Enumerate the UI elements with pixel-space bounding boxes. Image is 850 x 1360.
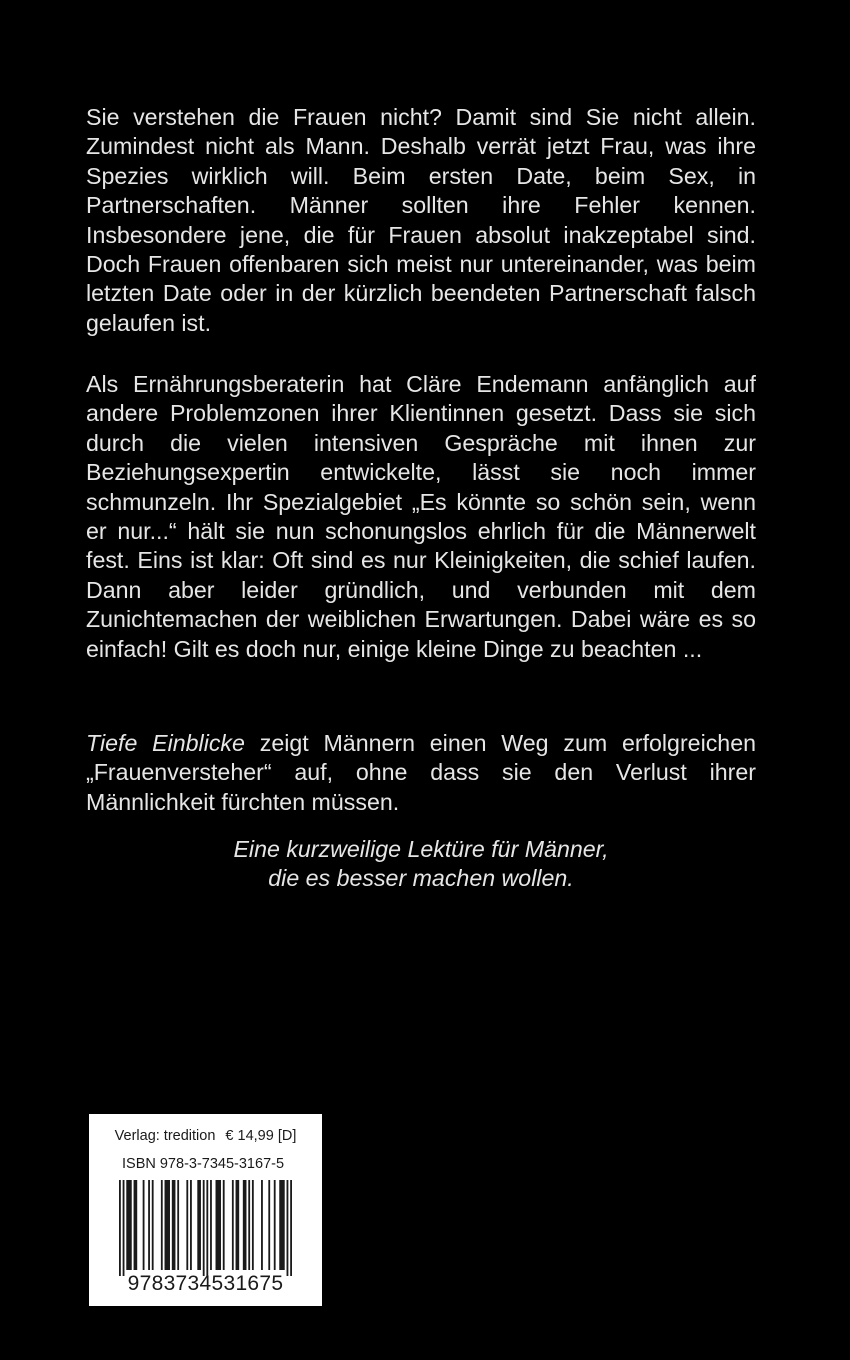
barcode-bar: [232, 1180, 234, 1270]
publisher-text: Verlag: tredition: [114, 1128, 216, 1144]
barcode-bar: [197, 1180, 201, 1270]
tagline: [86, 835, 756, 894]
barcode-bar: [290, 1180, 292, 1276]
tagline-line-2: die es besser machen wollen.: [268, 865, 574, 892]
barcode-bar: [161, 1180, 163, 1270]
barcode-bar: [126, 1180, 131, 1270]
price-text: € 14,99 [D]: [225, 1128, 297, 1144]
barcode-bar: [210, 1180, 212, 1270]
blurb-paragraph-1-text: Sie verstehen die Frauen nicht? Damit sind Sie nicht allein. Zumindest nicht als Mann. Deshalb verrät jetzt Frau, was ihre Spezies wirklich will. Beim ersten Date, beim Sex, in Partnerschaften. Männer sollten ihre Fehler kennen. Insbesondere jene, die für Frauen absolut inakzeptabel sind. Doch Frauen offenbaren sich meist nur untereinander, was beim letzten Date oder in der kürzlich beendeten Partnerschaft falsch gelaufen ist.: [86, 104, 756, 336]
barcode-bar: [203, 1180, 205, 1276]
ean-digits: 9783734531675: [127, 1272, 284, 1295]
blurb-paragraph-1: [86, 103, 756, 338]
book-title-italic: Tiefe Einblicke: [86, 730, 245, 756]
barcode-bar: [206, 1180, 208, 1276]
barcode-bar: [287, 1180, 289, 1276]
barcode-bar: [261, 1180, 263, 1270]
barcode-bar: [148, 1180, 150, 1270]
barcode-bar: [223, 1180, 225, 1270]
blurb-paragraph-3: [86, 729, 756, 817]
barcode-bar: [243, 1180, 247, 1270]
barcode-bar: [123, 1180, 125, 1276]
barcode-bar: [177, 1180, 179, 1270]
barcode-bar: [274, 1180, 276, 1270]
barcode-bar: [134, 1180, 138, 1270]
blurb-paragraph-3-text: [86, 729, 756, 817]
barcode-bars: [119, 1180, 292, 1276]
barcode-bar: [190, 1180, 192, 1270]
blurb-paragraph-3-rest: zeigt Männern einen Weg zum erfolgreichen „Frauenversteher“ auf, ohne dass sie den Verlust ihrer Männlichkeit fürchten müssen.: [86, 730, 756, 815]
blurb-paragraph-2: [86, 370, 756, 664]
barcode-bar: [236, 1180, 240, 1270]
barcode-bar: [279, 1180, 284, 1270]
barcode-bar: [268, 1180, 270, 1270]
barcode-bar: [165, 1180, 170, 1270]
isbn-text: ISBN 978-3-7345-3167-5: [122, 1156, 285, 1172]
barcode-bar: [143, 1180, 145, 1270]
blurb-paragraph-2-text: Als Ernährungsberaterin hat Cläre Endemann anfänglich auf andere Problemzonen ihrer Klientinnen gesetzt. Dass sie sich durch die vielen intensiven Gespräche mit ihnen zur Beziehungsexpertin entwickelte, lässt sie noch immer schmunzeln. Ihr Spezialgebiet „Es könnte so schön sein, wenn er nur...“ hält sie nun schonungslos ehrlich für die Männerwelt fest. Eins ist klar: Oft sind es nur Kleinigkeiten, die schief laufen. Dann aber leider gründlich, und verbunden mit dem Zunichtemachen der weiblichen Erwartungen. Dabei wäre es so einfach! Gilt es doch nur, einige kleine Dinge zu beachten ...: [86, 371, 756, 662]
barcode-bar: [252, 1180, 254, 1270]
barcode-bar: [119, 1180, 121, 1276]
barcode-bar: [186, 1180, 188, 1270]
barcode-bar: [152, 1180, 154, 1270]
barcode-bar: [248, 1180, 250, 1270]
tagline-line-1: Eine kurzweilige Lektüre für Männer,: [233, 836, 609, 862]
barcode-label: [89, 1114, 322, 1306]
barcode-bar: [172, 1180, 176, 1270]
barcode-bar: [216, 1180, 221, 1270]
publisher-price-line: [89, 1128, 322, 1144]
